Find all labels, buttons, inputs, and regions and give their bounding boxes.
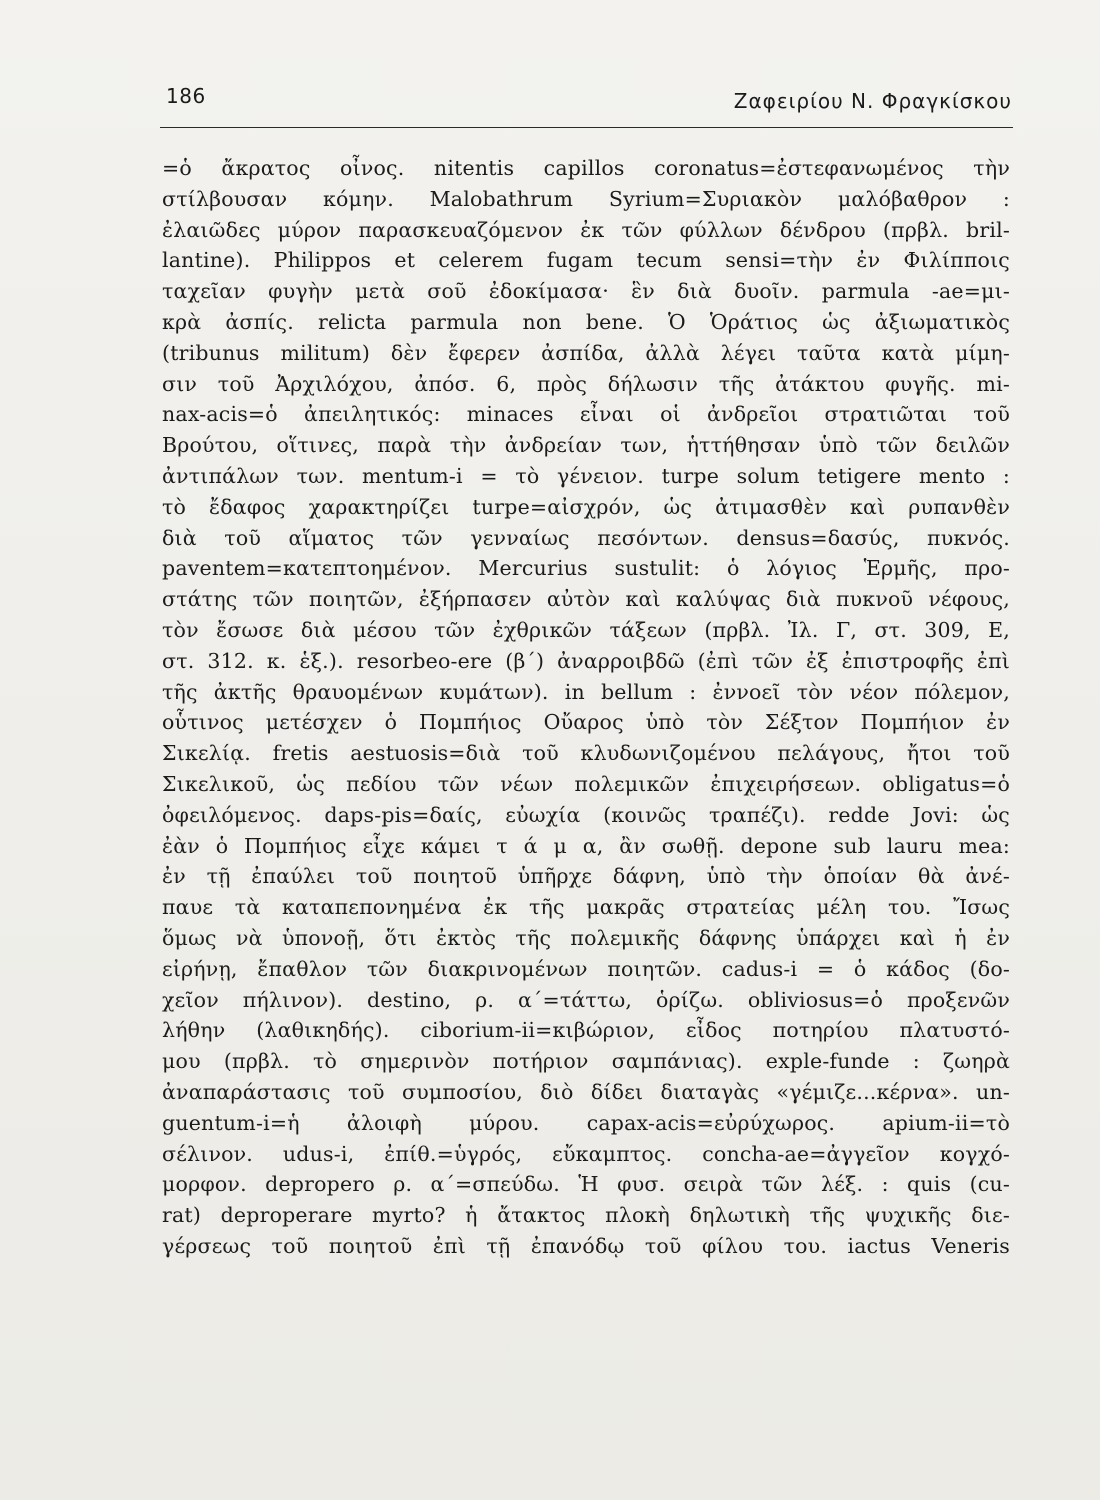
text-line: οὗτινος μετέσχεν ὁ Πομπήιος Οὔαρος ὑπὸ τὸν Σέξτον Πομπήιον ἐν <box>162 710 1010 735</box>
text-line: λήθην (λαθικηδής). ciborium-ii=κιβώριον, εἶδος ποτηρίου πλατυστό- <box>162 1018 1010 1043</box>
text-line: μορφον. depropero ρ. α΄=σπεύδω. Ἡ φυσ. σειρὰ τῶν λέξ. : quis (cu- <box>162 1172 1010 1197</box>
page-number: 186 <box>166 84 206 108</box>
text-line: ἐὰν ὁ Πομπήιος εἶχε κάμει τ ά μ α, ἂν σωθῇ. depone sub lauru mea: <box>162 833 1010 858</box>
header-rule <box>160 127 1013 128</box>
text-line: γέρσεως τοῦ ποιητοῦ ἐπὶ τῇ ἐπανόδῳ τοῦ φίλου του. iactus Veneris <box>162 1233 1010 1258</box>
commentary-text <box>162 153 1010 1262</box>
text-line: ἀντιπάλων των. mentum-i = τὸ γένειον. turpe solum tetigere mento : <box>162 463 1010 488</box>
text-line: χεῖον πήλινον). destino, ρ. α΄=τάττω, ὁρίζω. obliviosus=ὁ προξενῶν <box>162 987 1010 1012</box>
text-line: paventem=κατεπτοημένον. Mercurius sustulit: ὁ λόγιος Ἑρμῆς, προ- <box>162 556 1010 581</box>
text-line: (tribunus militum) δὲν ἔφερεν ἀσπίδα, ἀλλὰ λέγει ταῦτα κατὰ μίμη- <box>162 340 1010 365</box>
text-line: ἐν τῇ ἐπαύλει τοῦ ποιητοῦ ὑπῆρχε δάφνη, ὑπὸ τὴν ὁποίαν θὰ ἀνέ- <box>162 864 1010 889</box>
text-line: στάτης τῶν ποιητῶν, ἐξήρπασεν αὐτὸν καὶ καλύψας διὰ πυκνοῦ νέφους, <box>162 587 1010 612</box>
text-line: =ὁ ἄκρατος οἶνος. nitentis capillos coronatus=ἐστεφανωμένος τὴν <box>162 156 1010 180</box>
text-line: Σικελίᾳ. fretis aestuosis=διὰ τοῦ κλυδωνιζομένου πελάγους, ἤτοι τοῦ <box>162 741 1010 766</box>
page-header <box>160 84 1014 124</box>
text-line: μου (πρβλ. τὸ σημερινὸν ποτήριον σαμπάνιας). exple-funde : ζωηρὰ <box>162 1049 1010 1074</box>
text-line: στίλβουσαν κόμην. Malobathrum Syrium=Συριακὸν μαλόβαθρον : <box>162 186 1010 211</box>
text-line: lantine). Philippos et celerem fugam tecum sensi=τὴν ἐν Φιλίπποις <box>162 248 1010 273</box>
text-line: ἐλαιῶδες μύρον παρασκευαζόμενον ἐκ τῶν φύλλων δένδρου (πρβλ. bril- <box>162 217 1010 242</box>
text-line: nax-acis=ὁ ἀπειλητικός: minaces εἶναι οἱ ἀνδρεῖοι στρατιῶται τοῦ <box>162 402 1010 427</box>
text-line: στ. 312. κ. ἑξ.). resorbeo-ere (β΄) ἀναρροιβδῶ (ἐπὶ τῶν ἐξ ἐπιστροφῆς ἐπὶ <box>162 648 1010 673</box>
text-line: εἰρήνῃ, ἔπαθλον τῶν διακρινομένων ποιητῶν. cadus-i = ὁ κάδος (δο- <box>162 956 1010 981</box>
text-line: ἀναπαράστασις τοῦ συμποσίου, διὸ δίδει διαταγὰς «γέμιζε...κέρνα». un- <box>162 1079 1010 1104</box>
text-line: ὀφειλόμενος. daps-pis=δαίς, εὐωχία (κοινῶς τραπέζι). redde Jovi: ὡς <box>162 802 1010 827</box>
text-line: τὸ ἔδαφος χαρακτηρίζει turpe=αἰσχρόν, ὡς ἀτιμασθὲν καὶ ρυπανθὲν <box>162 494 1010 519</box>
text-line: ὅμως νὰ ὑπονοῇ, ὅτι ἐκτὸς τῆς πολεμικῆς δάφνης ὑπάρχει καὶ ἡ ἐν <box>162 925 1010 950</box>
text-line: τῆς ἀκτῆς θραυομένων κυμάτων). in bellum : ἐννοεῖ τὸν νέον πόλεμον, <box>162 679 1010 704</box>
text-line: rat) deproperare myrto? ἡ ἄτακτος πλοκὴ δηλωτικὴ τῆς ψυχικῆς διε- <box>162 1203 1010 1228</box>
text-line: σιν τοῦ Ἀρχιλόχου, ἀπόσ. 6, πρὸς δήλωσιν τῆς ἀτάκτου φυγῆς. mi- <box>162 371 1010 396</box>
text-line: διὰ τοῦ αἵματος τῶν γενναίως πεσόντων. densus=δασύς, πυκνός. <box>162 525 1010 550</box>
text-line: Σικελικοῦ, ὡς πεδίου τῶν νέων πολεμικῶν ἐπιχειρήσεων. obligatus=ὁ <box>162 771 1010 796</box>
text-line: παυε τὰ καταπεπονημένα ἐκ τῆς μακρᾶς στρατείας μέλη του. Ἴσως <box>162 895 1010 920</box>
text-line: guentum-i=ἡ ἀλοιφὴ μύρου. capax-acis=εὐρύχωρος. apium-ii=τὸ <box>162 1110 1010 1135</box>
text-line: τὸν ἔσωσε διὰ μέσου τῶν ἐχθρικῶν τάξεων (πρβλ. Ἰλ. Γ, στ. 309, Ε, <box>162 617 1010 642</box>
text-line: σέλινον. udus-i, ἐπίθ.=ὑγρός, εὔκαμπτος. concha-ae=ἀγγεῖον κογχό- <box>162 1141 1010 1166</box>
running-head: Ζαφειρίου Ν. Φραγκίσκου <box>733 89 1012 113</box>
text-line: κρὰ ἀσπίς. relicta parmula non bene. Ὁ Ὁράτιος ὡς ἀξιωματικὸς <box>162 309 1010 334</box>
text-line: ταχεῖαν φυγὴν μετὰ σοῦ ἐδοκίμασα· ἓν διὰ δυοῖν. parmula -ae=μι- <box>162 279 1010 304</box>
text-line: Βρούτου, οἵτινες, παρὰ τὴν ἀνδρείαν των, ἡττήθησαν ὑπὸ τῶν δειλῶν <box>162 433 1010 458</box>
